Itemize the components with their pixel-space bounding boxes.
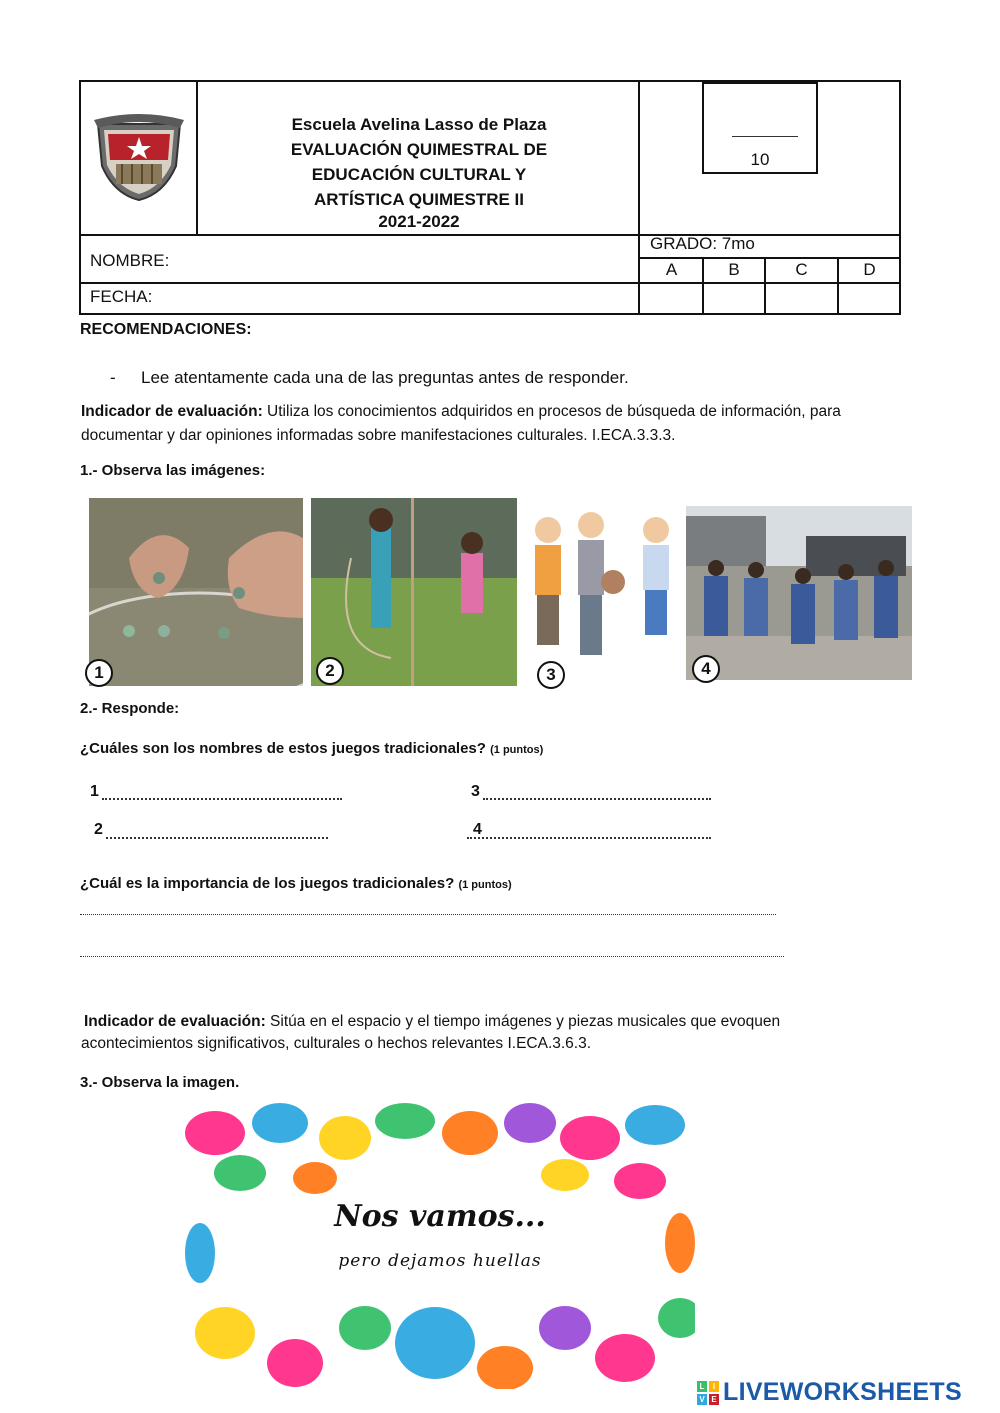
divider xyxy=(80,234,900,236)
indicator-1-text-line1: Utiliza los conocimientos adquiridos en procesos de búsqueda de información, para xyxy=(262,403,841,420)
divider xyxy=(638,81,640,314)
q2-question1 xyxy=(80,737,543,762)
logo-letter-i: I xyxy=(709,1381,719,1392)
exam-title-line2: EDUCACIÓN CULTURAL Y xyxy=(311,165,527,184)
photo-jump-rope xyxy=(311,498,517,686)
answer-number-4: 4 xyxy=(473,821,482,838)
indicator-2-label: Indicador de evaluación: xyxy=(84,1013,266,1030)
school-name: Escuela Avelina Lasso de Plaza xyxy=(291,115,547,134)
poster-handprints xyxy=(185,1103,695,1389)
importance-line-1[interactable] xyxy=(80,914,776,915)
divider xyxy=(196,81,198,235)
answer-line-2[interactable] xyxy=(106,837,328,839)
section-d: D xyxy=(863,260,876,279)
section-c: C xyxy=(795,260,808,279)
answer-number-2: 2 xyxy=(94,821,103,838)
image-number-2: 2 xyxy=(316,657,344,685)
logo-letter-e: E xyxy=(709,1394,719,1405)
divider xyxy=(80,282,900,284)
image-number-3: 3 xyxy=(537,661,565,689)
poster-line1: Nos vamos... xyxy=(334,1199,546,1234)
logo-mark xyxy=(697,1381,719,1405)
poster-line2: pero dejamos huellas xyxy=(338,1251,542,1271)
image-number-1: 1 xyxy=(85,659,113,687)
answer-line-4[interactable] xyxy=(467,837,711,839)
school-emblem xyxy=(92,110,186,202)
indicator-2-text-line2: acontecimientos significativos, culturales o hechos relevantes I.ECA.3.6.3. xyxy=(81,1035,592,1052)
q2-question2-text: ¿Cuál es la importancia de los juegos tradicionales? xyxy=(80,875,455,892)
indicator-1-label: Indicador de evaluación: xyxy=(81,403,263,420)
logo-letter-v: V xyxy=(697,1394,707,1405)
answer-number-1: 1 xyxy=(90,783,99,800)
handprints-graphic xyxy=(185,1103,695,1389)
liveworksheets-logo xyxy=(697,1378,997,1408)
school-year: 2021-2022 xyxy=(378,212,460,231)
q3-title: 3.- Observa la imagen. xyxy=(80,1074,240,1091)
section-b: B xyxy=(728,260,740,279)
indicator-1 xyxy=(81,400,911,424)
date-field[interactable] xyxy=(160,286,630,312)
photo-cartoon-kids xyxy=(523,500,679,686)
bullet-dash: - xyxy=(110,368,116,387)
indicator-2 xyxy=(84,1010,780,1034)
photo-sack-race xyxy=(686,506,912,680)
exam-title-line1: EVALUACIÓN QUIMESTRAL DE xyxy=(290,140,548,159)
q2-question1-text: ¿Cuáles son los nombres de estos juegos tradicionales? xyxy=(80,740,486,757)
q2-title: 2.- Responde: xyxy=(80,700,180,717)
image-number-4: 4 xyxy=(692,655,720,683)
answer-line-3[interactable] xyxy=(483,798,711,800)
indicator-1-text-line2: documentar y dar opiniones informadas sobre manifestaciones culturales. I.ECA.3.3.3. xyxy=(81,427,676,444)
date-label: FECHA: xyxy=(90,287,153,306)
importance-line-2[interactable] xyxy=(80,956,784,957)
recommendations-heading: RECOMENDACIONES: xyxy=(80,321,252,338)
grade-label: GRADO: 7mo xyxy=(650,234,755,253)
recommendation-item: Lee atentamente cada una de las preguntas antes de responder. xyxy=(141,368,629,387)
indicator-2-text-line1: Sitúa en el espacio y el tiempo imágenes y piezas musicales que evoquen xyxy=(265,1013,781,1030)
exam-title-line3: ARTÍSTICA QUIMESTRE II xyxy=(314,190,524,209)
photo-marbles xyxy=(89,498,303,686)
answer-number-3: 3 xyxy=(471,783,480,800)
score-box xyxy=(702,82,818,174)
logo-letter-l: L xyxy=(697,1381,707,1392)
divider xyxy=(639,257,900,259)
q2-question1-points: (1 puntos) xyxy=(490,744,544,756)
score-blank[interactable] xyxy=(732,136,798,137)
section-a: A xyxy=(665,260,678,279)
q1-title: 1.- Observa las imágenes: xyxy=(80,462,266,479)
name-field[interactable] xyxy=(180,238,630,280)
answer-line-1[interactable] xyxy=(102,798,342,800)
logo-text: LIVEWORKSHEETS xyxy=(723,1378,962,1406)
q2-question2 xyxy=(80,872,512,897)
name-label: NOMBRE: xyxy=(90,251,170,270)
header-title xyxy=(200,112,638,232)
score-total: 10 xyxy=(750,150,770,169)
q2-question2-points: (1 puntos) xyxy=(458,879,512,891)
